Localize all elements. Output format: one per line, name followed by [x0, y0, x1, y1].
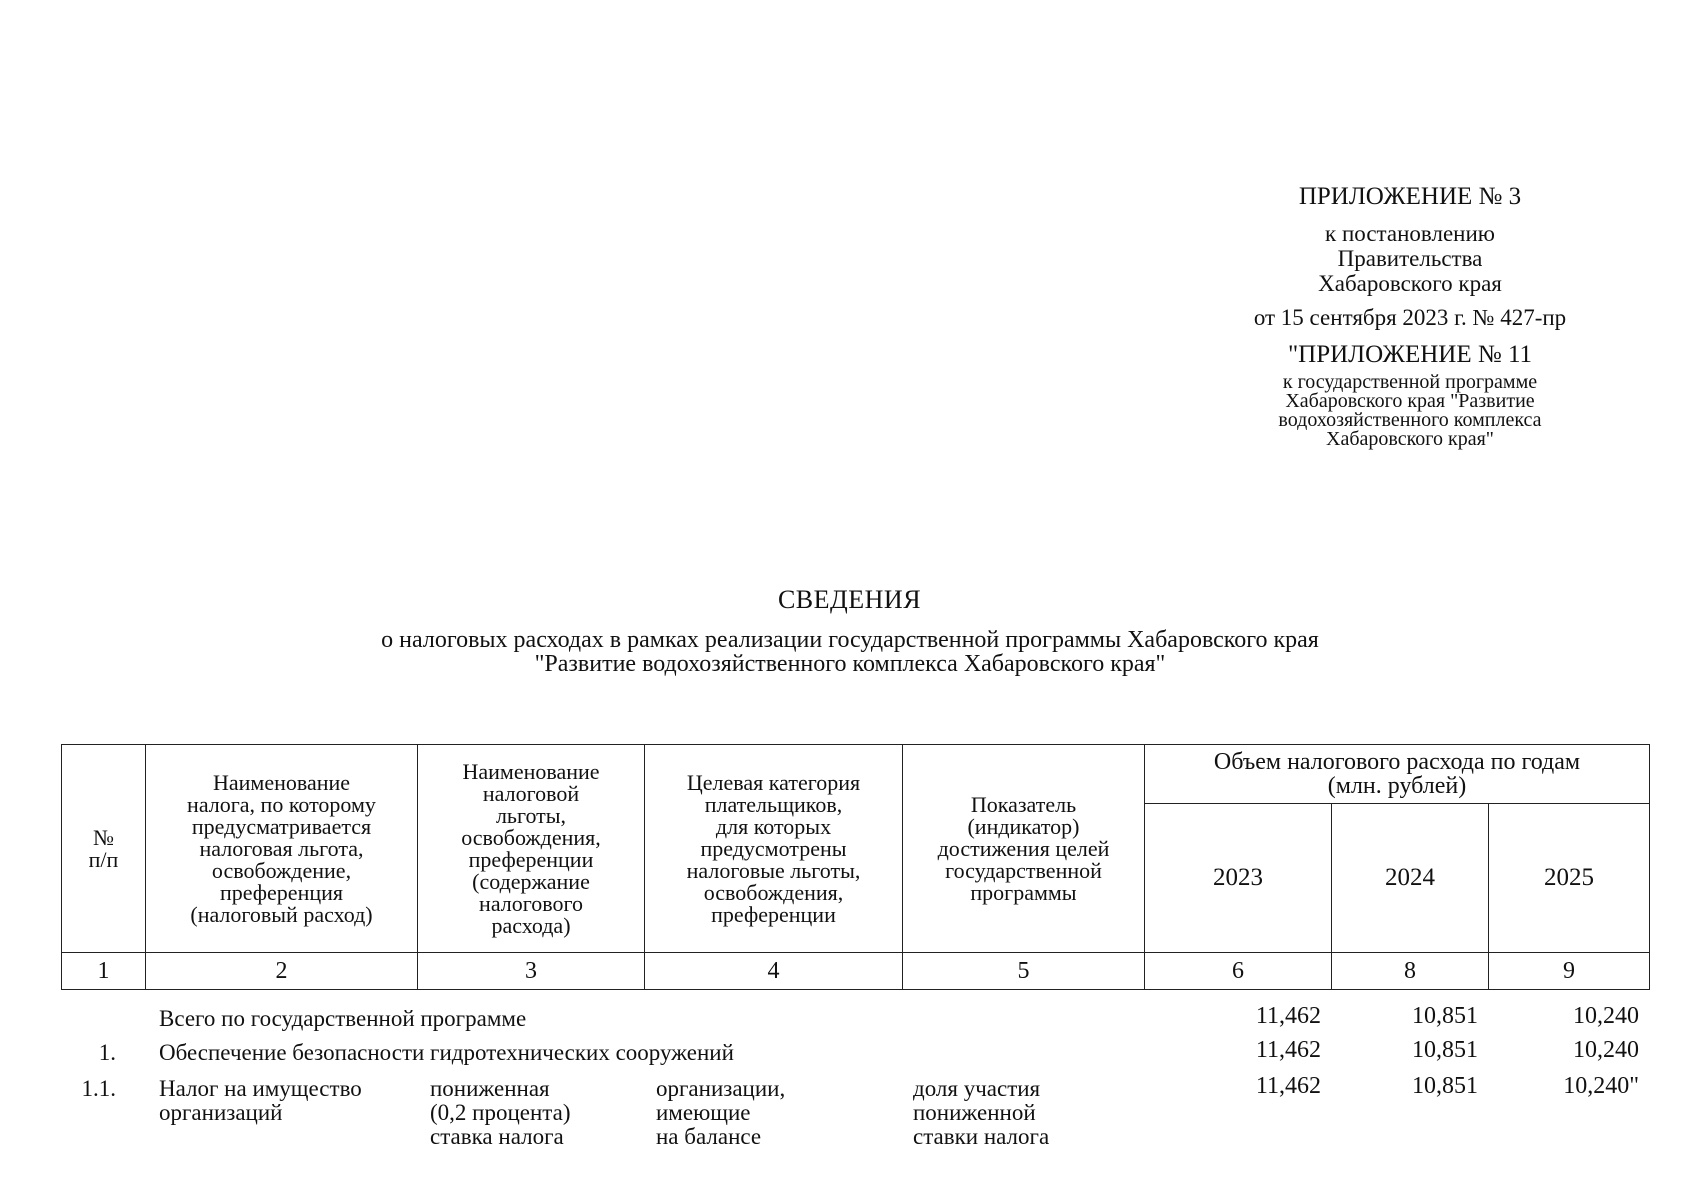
row-total-value-2023: 11,462 [1255, 1003, 1321, 1029]
column-number: 3 [418, 953, 645, 990]
document-subtitle [150, 628, 1550, 676]
column-number: 5 [903, 953, 1145, 990]
row-total-label: Всего по государственной программе [159, 1006, 527, 1031]
row-1-1-category: организации, имеющие на балансе [656, 1076, 786, 1149]
tax-expenses-header-table [61, 744, 1650, 990]
subtitle-line: "Развитие водохозяйственного комплекса Хабаровского края" [534, 651, 1166, 677]
row-1-1-value-2024: 10,851 [1412, 1073, 1478, 1099]
column-number: 1 [62, 953, 146, 990]
header-year: 2024 [1332, 804, 1489, 953]
subtitle-line: о налоговых расходах в рамках реализации государственной программы Хабаровского края [381, 627, 1319, 653]
row-total-value-2025: 10,240 [1573, 1003, 1639, 1029]
header-indicator: Показатель (индикатор) достижения целей государственной программы [903, 745, 1145, 953]
row-1-1-benefit: пониженная (0,2 процента) ставка налога [430, 1076, 571, 1149]
row-1-num: 1. [98, 1040, 116, 1065]
approval-line: к постановлению [1325, 221, 1495, 246]
header-num: № п/п [62, 745, 146, 953]
program-appendix-title: "ПРИЛОЖЕНИЕ № 11 [1287, 341, 1533, 368]
program-line: Хабаровского края "Развитие [1285, 390, 1535, 412]
row-1-value-2024: 10,851 [1412, 1037, 1478, 1063]
approval-line: Хабаровского края [1318, 271, 1502, 296]
program-line: водохозяйственного комплекса [1278, 409, 1542, 431]
program-line: к государственной программе [1282, 371, 1538, 393]
column-number: 8 [1332, 953, 1489, 990]
document-title: СВЕДЕНИЯ [777, 585, 922, 614]
row-1-1-value-2023: 11,462 [1255, 1073, 1321, 1099]
approval-title: ПРИЛОЖЕНИЕ № 3 [1298, 183, 1522, 210]
header-volume-group: Объем налогового расхода по годам (млн. рублей) [1145, 745, 1650, 804]
column-number: 9 [1489, 953, 1650, 990]
column-number: 4 [645, 953, 903, 990]
header-tax-name: Наименование налога, по которому предусматривается налоговая льгота, освобождение, преференция (налоговый расход) [146, 745, 418, 953]
row-1-1-num: 1.1. [81, 1076, 116, 1101]
column-number: 2 [146, 953, 418, 990]
approval-line: Правительства [1337, 246, 1483, 271]
row-1-1-indicator: доля участия пониженной ставки налога [913, 1076, 1050, 1149]
header-target-category: Целевая категория плательщиков, для которых предусмотрены налоговые льготы, освобождения, преференции [645, 745, 903, 953]
header-benefit-name: Наименование налоговой льготы, освобождения, преференции (содержание налогового расхода) [418, 745, 645, 953]
row-1-label: Обеспечение безопасности гидротехнических сооружений [159, 1040, 734, 1065]
row-1-1-value-2025: 10,240" [1563, 1073, 1639, 1099]
approval-date: от 15 сентября 2023 г. № 427-пр [1253, 305, 1567, 330]
program-line: Хабаровского края" [1326, 428, 1494, 450]
header-year: 2025 [1489, 804, 1650, 953]
header-year: 2023 [1145, 804, 1332, 953]
row-1-value-2023: 11,462 [1255, 1037, 1321, 1063]
row-1-1-tax: Налог на имущество организаций [159, 1076, 362, 1125]
row-total-value-2024: 10,851 [1412, 1003, 1478, 1029]
row-1-value-2025: 10,240 [1573, 1037, 1639, 1063]
column-number: 6 [1145, 953, 1332, 990]
